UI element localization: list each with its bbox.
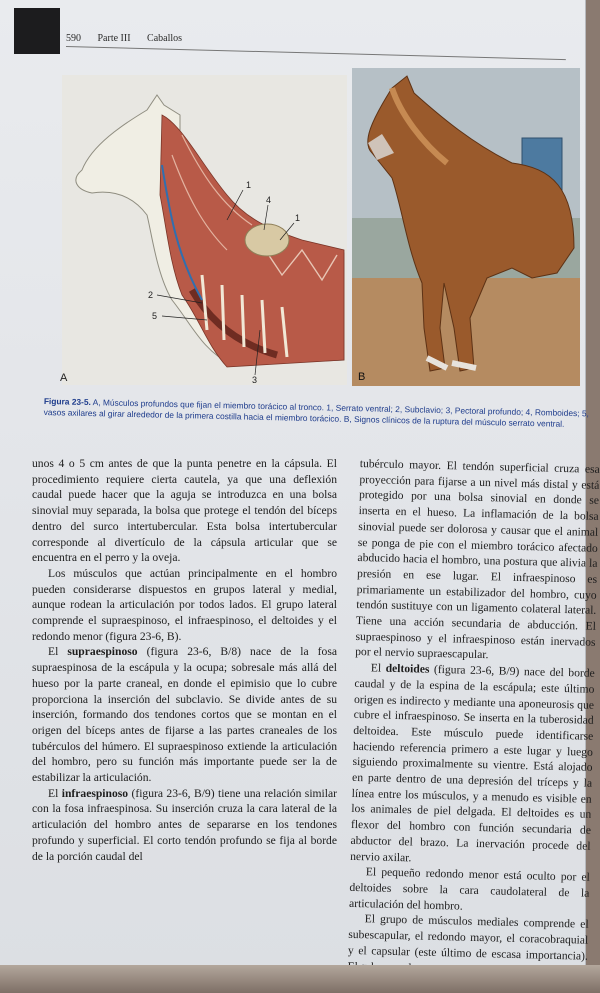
right-p2-prefix: El bbox=[370, 661, 386, 675]
caption-text: A, Músculos profundos que fijan el miembro torácico al tronco. 1, Serrato ventral; 2, Subclavio; 3, Pectoral profundo; 4, Romboides; 5, vasos axilares al girar alrededor de la primera costilla hacia el miembro torácico. B, Signos clínicos de la ruptura del músculo serrato ventral. bbox=[43, 397, 589, 429]
right-paragraph-4: El grupo de músculos mediales comprende el subescapular, el redondo mayor, el coracobraquial y el capsular (este último de escasa importancia). bbox=[347, 912, 589, 963]
header-rule bbox=[66, 46, 566, 60]
anatomy-illustration bbox=[62, 75, 347, 385]
callout-3: 3 bbox=[252, 375, 258, 385]
callout-1-upper: 1 bbox=[246, 180, 252, 190]
left-paragraph-2: Los músculos que actúan principalmente en el hombro pueden considerarse dispuestos en grupos lateral y medial, aunque rodean la articulación por todos lados. El grupo lateral comprende el supraespinoso, el infraespinoso, el deltoides y el redondo menor (figura 23-6, B). bbox=[32, 566, 337, 643]
left-p4-prefix: El bbox=[48, 786, 62, 800]
running-header bbox=[66, 33, 196, 44]
right-paragraph-1: tubérculo mayor. El tendón superficial cruza esa proyección para fijarse a un nivel más distal y está protegido por una bolsa sinovial en donde se inserta en el hueso. La inflamación de la bolsa sinovial puede ser dolorosa y causar que el animal se ponga de pie con el miembro torácico afectado abducido hacia el hombro, una postura que alivia la presión en ese lugar. El infraespinoso es primariamente un estabilizador del hombro, cuyo tendón sustituye con un ligamento colateral lateral. Tiene una acción secundaria de abducción. El supraespinoso y el infraespinoso están inervados por el nervio supraescapular. bbox=[355, 456, 600, 662]
part-title: Parte III bbox=[97, 33, 131, 44]
left-column bbox=[32, 456, 337, 864]
left-p3-prefix: El bbox=[48, 645, 68, 659]
left-p4-body: (figura 23-6, B/9) tiene una relación similar con la fosa infraespinosa. Su inserción cruza la cara lateral de la articulación del hombro antes de separarse en los tendones profundo y superficial. El corto tendón profundo se fija al borde de la porción caudal del bbox=[32, 786, 338, 863]
caption-label: Figura 23-5. bbox=[43, 396, 92, 408]
right-column bbox=[347, 456, 600, 980]
callout-5: 5 bbox=[152, 311, 158, 321]
callout-2: 2 bbox=[148, 290, 154, 300]
chapter-tab-marker bbox=[14, 8, 60, 54]
callout-4: 4 bbox=[266, 195, 272, 205]
left-paragraph-4 bbox=[32, 786, 337, 865]
callout-1-right: 1 bbox=[295, 213, 301, 223]
right-paragraph-2 bbox=[350, 660, 595, 870]
section-title: Caballos bbox=[147, 33, 183, 44]
panel-a-label: A bbox=[60, 372, 68, 384]
right-paragraph-3: El pequeño redondo menor está oculto por el deltoides sobre la cara caudolateral de la articulación del hombro. bbox=[348, 865, 590, 913]
horse-photo bbox=[352, 68, 580, 386]
term-supraespinoso: supraespinoso bbox=[67, 645, 138, 659]
figure-caption bbox=[44, 396, 592, 429]
desk-surface bbox=[0, 965, 600, 993]
term-deltoides: deltoides bbox=[385, 661, 430, 676]
left-p3-body: (figura 23-6, B/8) nace de la fosa supraespinosa de la escápula y la ocupa; sobresale más allá del hueso por la parte craneal, en donde el epimisio que lo cubre proporciona la inserción del subclavio. Se divide antes de su inserción, formando dos tendones cortos que se montan en el origen del bíceps antes de fijarse a las partes craneales de los tubérculos del húmero. El supraespinoso extiende la articulación del hombro, pero su función más importante puede ser la de estabilizar la articulación. bbox=[32, 645, 337, 785]
left-paragraph-3 bbox=[32, 644, 337, 785]
term-infraespinoso: infraespinoso bbox=[61, 786, 129, 800]
left-paragraph-1: unos 4 o 5 cm antes de que la punta penetre en la cápsula. El procedimiento requiere cierta cautela, ya que una deflexión caudal puede hacer que la aguja se introduzca en una bolsa sinovial muy separada, la bolsa que protege el tendón del bíceps dentro del surco intertubercular. Esta bolsa intertubercular corresponde al divertículo de la cápsula articular que se encuentra en el perro y la oveja. bbox=[32, 457, 337, 565]
page-number: 590 bbox=[66, 33, 81, 44]
panel-b-label: B bbox=[358, 371, 366, 383]
right-p2-body: (figura 23-6, B/9) nace del borde caudal y de la espina de la escápula; este último origen es indirecto y mediante una aponeurosis que cubre el infraespinoso. Se inserta en la tuberosidad deltoidea. Este músculo puede identificarse haciendo referencia primero a este lugar y luego siguiendo proximalmente su vientre. Está alojado en parte dentro de una depresión del tríceps y la línea entre los músculos, y a menudo es visible en los animales de piel delgada. El deltoides es un flexor del hombro con función secundaria de abductor del brazo. La inervación procede del nervio axilar. bbox=[350, 662, 595, 864]
